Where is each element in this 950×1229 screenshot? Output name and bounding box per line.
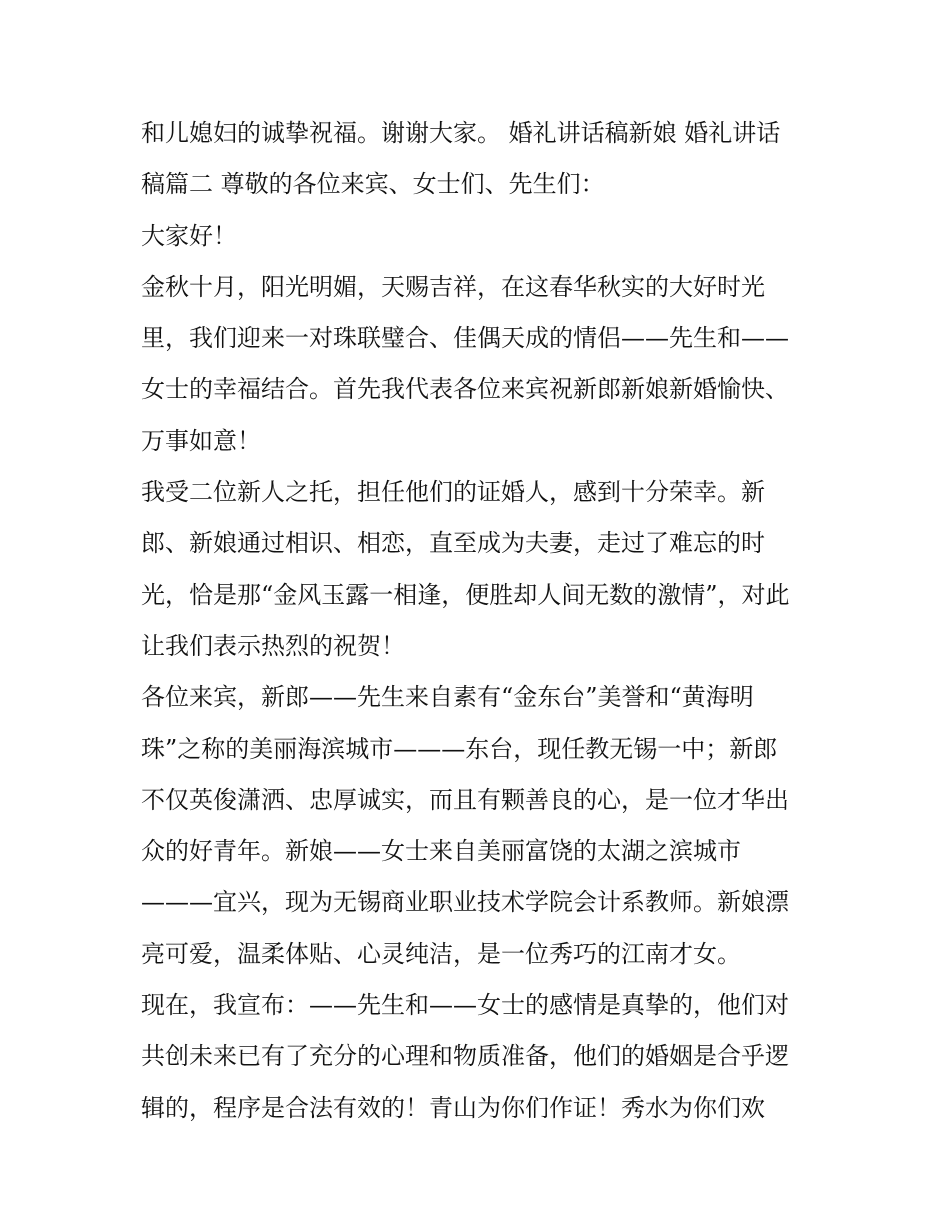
text-line: 各位来宾，新郎——先生来自素有“金东台”美誉和“黄海明 xyxy=(141,683,754,712)
text-line: 亮可爱，温柔体贴、心灵纯洁，是一位秀巧的江南才女。 xyxy=(141,939,741,968)
text-line: 现在，我宣布：——先生和——女士的感情是真挚的，他们对 xyxy=(141,991,789,1020)
text-line: 我受二位新人之托，担任他们的证婚人，感到十分荣幸。新 xyxy=(141,478,765,507)
text-line: 金秋十月，阳光明媚，天赐吉祥，在这春华秋实的大好时光 xyxy=(141,272,765,301)
text-line: 女士的幸福结合。首先我代表各位来宾祝新郎新娘新婚愉快、 xyxy=(141,375,789,404)
text-line: 万事如意！ xyxy=(141,426,261,455)
text-line: 让我们表示热烈的祝贺！ xyxy=(141,631,405,660)
text-line: 里，我们迎来一对珠联璧合、佳偶天成的情侣——先生和—— xyxy=(141,324,789,353)
text-line: 郎、新娘通过相识、相恋，直至成为夫妻，走过了难忘的时 xyxy=(141,529,765,558)
text-line: 共创未来已有了充分的心理和物质准备，他们的婚姻是合乎逻 xyxy=(141,1042,789,1071)
text-line: 众的好青年。新娘——女士来自美丽富饶的太湖之滨城市 xyxy=(141,837,741,866)
text-line: 不仅英俊潇洒、忠厚诚实，而且有颗善良的心，是一位才华出 xyxy=(141,785,789,814)
text-line: 稿篇二 尊敬的各位来宾、女士们、先生们： xyxy=(141,170,605,199)
text-line: 珠”之称的美丽海滨城市———东台，现任教无锡一中；新郎 xyxy=(141,734,778,763)
text-line: ———宜兴，现为无锡商业职业技术学院会计系教师。新娘漂 xyxy=(141,888,789,917)
text-line: 和儿媳妇的诚挚祝福。谢谢大家。 婚礼讲话稿新娘 婚礼讲话 xyxy=(141,119,781,147)
text-line: 辑的，程序是合法有效的！青山为你们作证！秀水为你们欢 xyxy=(141,1093,765,1122)
document-body xyxy=(141,108,821,1134)
text-line: 大家好！ xyxy=(141,221,237,250)
text-line: 光，恰是那“金风玉露一相逢，便胜却人间无数的激情”，对此 xyxy=(141,580,790,609)
